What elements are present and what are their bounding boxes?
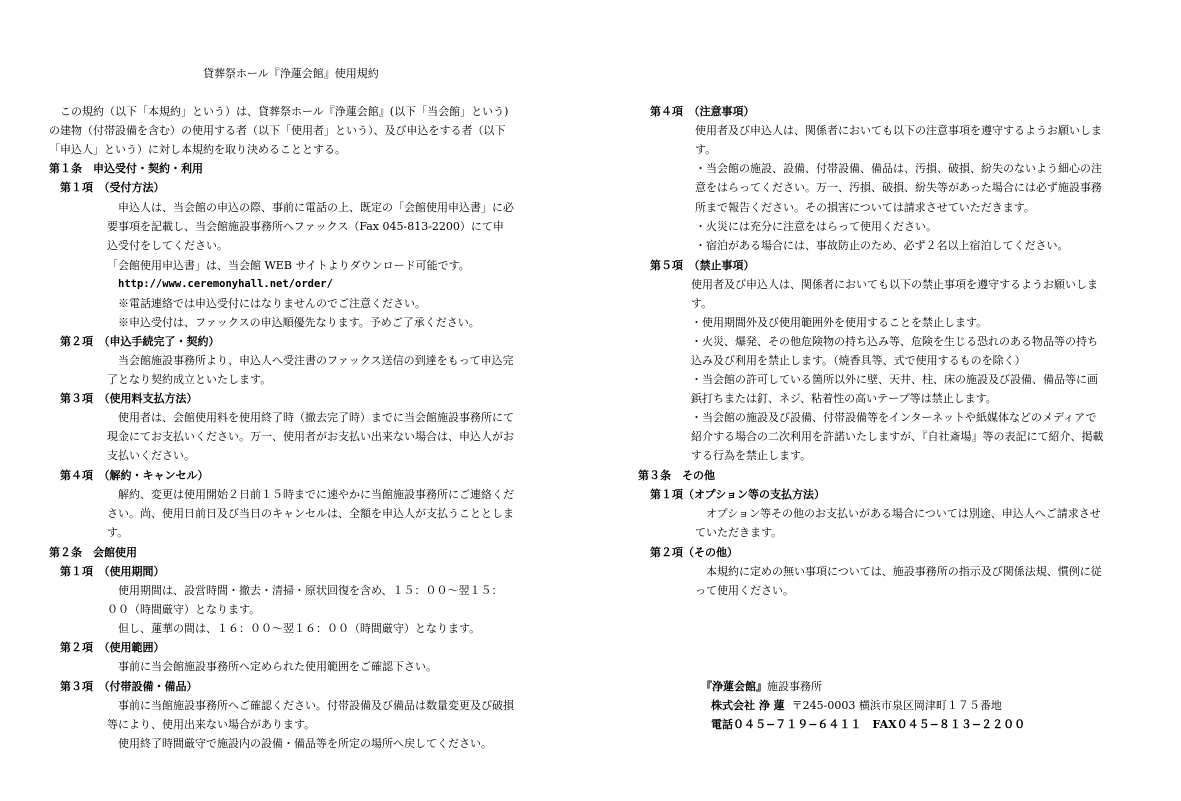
office-phone: 電話０４５−７１９−６４１１ FAX０４５−８１３−２２００ bbox=[711, 718, 1026, 731]
a3-s2-line: って使用ください。 bbox=[695, 584, 794, 597]
a1-s4-line: さい。尚、使用日前日及び当日のキャンセルは、全額を申込人が支払うこととしま bbox=[107, 507, 514, 520]
a2-s4-line: 使用者及び申込人は、関係者においても以下の注意事項を遵守するようお願いしま bbox=[695, 124, 1102, 137]
a2-s2-line: 事前に当会館施設事務所へ定められた使用範囲をご確認下さい。 bbox=[118, 660, 437, 673]
a2-s4-line: 所まで報告ください。その損害については請求させていただきます。 bbox=[695, 201, 1035, 214]
a2-s5-line: す。 bbox=[691, 297, 713, 310]
a2-s4-line: 意をはらってください。万一、汚損、破損、紛失等があった場合には必ず施設事務 bbox=[695, 181, 1102, 194]
a1-s1-heading: 第１項 （受付方法） bbox=[60, 181, 165, 194]
a2-s3-line: 事前に当館施設事務所へご確認ください。付帯設備及び備品は数量変更及び破損 bbox=[118, 699, 514, 712]
a2-s2-heading: 第２項 （使用範囲） bbox=[60, 641, 165, 654]
a2-s3-heading: 第３項 （付帯設備・備品） bbox=[60, 680, 198, 693]
a1-s1-line: 要事項を記載し、当会館施設事務所へファックス（Fax 045-813-2200）にて申 bbox=[107, 220, 504, 233]
a1-s4-line: す。 bbox=[107, 526, 129, 539]
a3-s1-line: オプション等その他のお支払いがある場合については別途、申込人へご請求させ bbox=[706, 507, 1101, 520]
preamble-line: この規約（以下「本規約」という）は、貸葬祭ホール『浄蓮会館』(以下「当会館」という) bbox=[60, 105, 509, 118]
a1-s4-line: 解約、変更は使用開始２日前１５時までに速やかに当館施設事務所にご連絡くだ bbox=[118, 488, 514, 501]
a2-s5-line: 紹介する場合の二次利用を許諾いたしますが、『自社斎場』等の表記にて紹介、掲載 bbox=[691, 430, 1104, 443]
a2-s5-line: 鋲打ちまたは釘、ネジ、粘着性の高いテープ等は禁止します。 bbox=[691, 392, 997, 405]
a2-s1-line: 但し、蓮華の間は、１６：００〜翌１６：００（時間厳守）となります。 bbox=[118, 622, 481, 635]
a2-s1-heading: 第１項 （使用期間） bbox=[60, 565, 165, 578]
order-url: http://www.ceremonyhall.net/order/ bbox=[118, 278, 333, 290]
a1-s3-line: 現金にてお支払いください。万一、使用者がお支払い出来ない場合は、申込人がお bbox=[107, 430, 514, 443]
a2-s5-line: ・使用期間外及び使用範囲外を使用することを禁止します。 bbox=[691, 316, 988, 329]
article-2-heading: 第２条 会館使用 bbox=[49, 546, 137, 559]
office-company bbox=[711, 696, 1002, 715]
preamble-line: の建物（付帯設備を含む）の使用する者（以下「使用者」という）、及び申込をする者（以下 bbox=[49, 124, 506, 137]
article-3-heading: 第３条 その他 bbox=[638, 469, 715, 482]
a1-s2-line: 当会館施設事務所より、申込人へ受注書のファックス送信の到達をもって申込完 bbox=[118, 354, 514, 367]
a2-s4-line: ・宿泊がある場合には、事故防止のため、必ず２名以上宿泊してください。 bbox=[695, 239, 1069, 252]
company-name: 株式会社 浄 蓮 bbox=[711, 699, 785, 712]
a2-s5-line: ・当会館の許可している箇所以外に壁、天井、柱、床の施設及び設備、備品等に画 bbox=[691, 373, 1098, 386]
a1-s3-line: 支払いください。 bbox=[107, 449, 195, 462]
a2-s5-line: ・当会館の施設及び設備、付帯設備等をインターネットや紙媒体などのメディアで bbox=[691, 411, 1097, 424]
a2-s5-heading: 第５項 （禁止事項） bbox=[650, 259, 755, 272]
a2-s1-line: ００（時間厳守）となります。 bbox=[107, 603, 261, 616]
a2-s1-line: 使用期間は、設営時間・撤去・清掃・原状回復を含め、１５：００〜翌１５： bbox=[118, 584, 503, 597]
a2-s5-line: ・火災、爆発、その他危険物の持ち込み等、危険を生じる恐れのある物品等の持ち bbox=[691, 335, 1098, 348]
a2-s4-heading: 第４項 （注意事項） bbox=[650, 105, 755, 118]
office-address: 〒245-0003 横浜市泉区岡津町１７５番地 bbox=[791, 699, 1002, 712]
a3-s1-line: ていただきます。 bbox=[695, 526, 783, 539]
a2-s3-line: 等により、使用出来ない場合があります。 bbox=[107, 718, 316, 731]
page-title: 貸葬祭ホール『浄蓮会館』使用規約 bbox=[203, 67, 379, 80]
a2-s3-line: 使用終了時間厳守で施設内の設備・備品等を所定の場所へ戻してください。 bbox=[118, 737, 492, 750]
a3-s2-heading: 第２項（その他） bbox=[650, 546, 738, 559]
a2-s4-line: ・火災には充分に注意をはらって使用ください。 bbox=[695, 220, 937, 233]
a1-s3-heading: 第３項 （使用料支払方法） bbox=[60, 392, 198, 405]
a1-s1-line: 申込人は、当会館の申込の際、事前に電話の上、既定の「会館使用申込書」に必 bbox=[118, 201, 514, 214]
a2-s5-line: 込み及び利用を禁止します。（焼香具等、式で使用するものを除く） bbox=[691, 354, 1026, 367]
a1-s1-note: ※申込受付は、ファックスの申込順優先なります。予めご了承ください。 bbox=[118, 316, 480, 329]
a2-s5-line: 使用者及び申込人は、関係者においても以下の禁止事項を遵守するようお願いしま bbox=[691, 278, 1098, 291]
office-name-bold: 『浄蓮会館』 bbox=[701, 680, 767, 693]
article-1-heading: 第１条 申込受付・契約・利用 bbox=[49, 162, 203, 175]
a3-s1-heading: 第１項（オプション等の支払方法） bbox=[650, 488, 826, 501]
office-name bbox=[701, 677, 822, 696]
preamble-line: 「申込人」という）に対し本規約を取り決めることとする。 bbox=[49, 143, 346, 156]
a1-s1-note: ※電話連絡では申込受付にはなりませんのでご注意ください。 bbox=[118, 297, 426, 310]
a1-s1-line: 「会館使用申込書」は、当会館 WEB サイトよりダウンロード可能です。 bbox=[107, 259, 470, 272]
a1-s2-heading: 第２項 （申込手続完了・契約） bbox=[60, 335, 220, 348]
a1-s2-line: 了となり契約成立といたします。 bbox=[107, 373, 272, 386]
a2-s5-line: する行為を禁止します。 bbox=[691, 449, 812, 462]
a1-s4-heading: 第４項 （解約・キャンセル） bbox=[60, 469, 209, 482]
a2-s4-line: ・当会館の施設、設備、付帯設備、備品は、汚損、破損、紛失のないよう細心の注 bbox=[695, 162, 1102, 175]
office-name-rest: 施設事務所 bbox=[767, 680, 822, 693]
a2-s4-line: す。 bbox=[695, 143, 717, 156]
a3-s2-line: 本規約に定めの無い事項については、施設事務所の指示及び関係法規、慣例に従 bbox=[706, 565, 1102, 578]
a1-s1-line: 込受付をしてください。 bbox=[107, 239, 228, 252]
a1-s3-line: 使用者は、会館使用料を使用終了時（撤去完了時）までに当会館施設事務所にて bbox=[118, 411, 514, 424]
